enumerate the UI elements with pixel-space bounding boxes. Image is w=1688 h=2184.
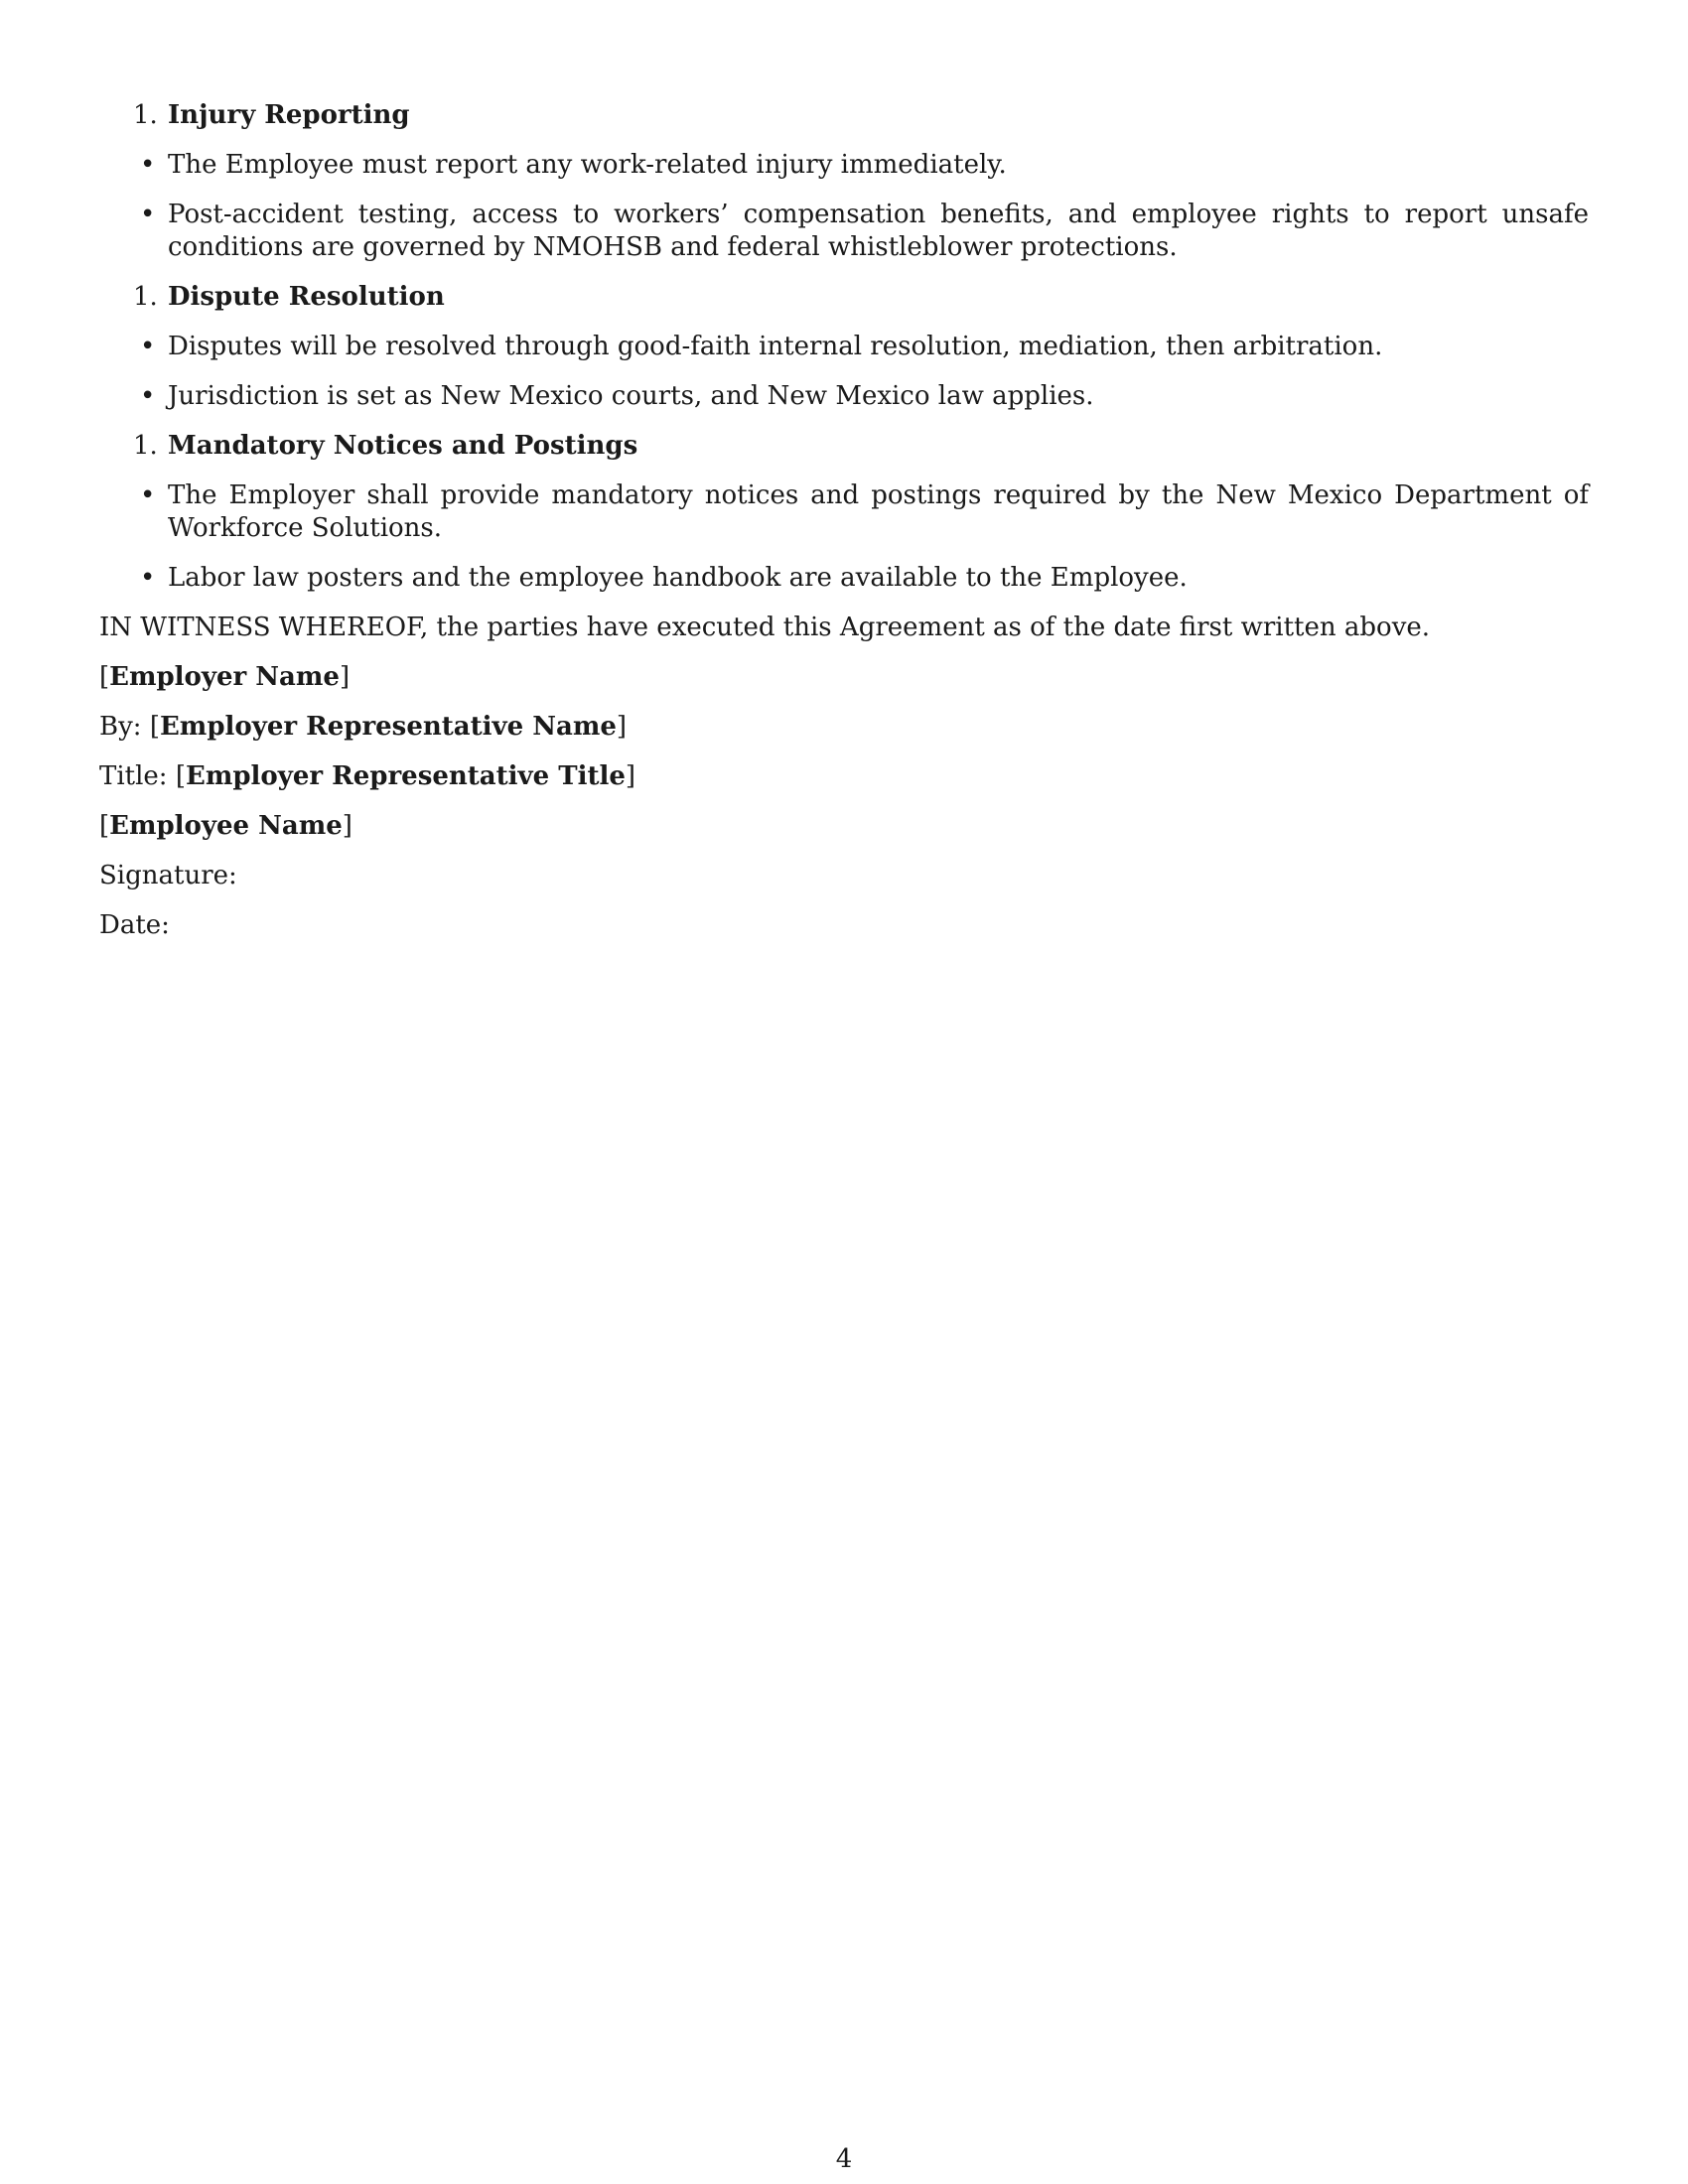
bracket-close: ] — [342, 811, 352, 841]
by-label: By: — [99, 712, 150, 742]
bracket-open: [ — [99, 811, 110, 841]
list-item-text: Disputes will be resolved through good-faith internal resolution, mediation, then arbitration. — [168, 332, 1383, 361]
section-number: 1. — [133, 282, 158, 312]
bullet-icon: • — [140, 332, 156, 361]
section-heading — [99, 281, 1589, 314]
document-page — [99, 99, 1589, 959]
bracket-open: [ — [99, 662, 110, 692]
list-item — [99, 562, 1589, 595]
employer-name: Employer Name — [109, 662, 340, 692]
section-heading — [99, 430, 1589, 463]
list-item-text: The Employer shall provide mandatory notices and postings required by the New Mexico Department of Workforce Solutions. — [168, 480, 1589, 543]
bullet-icon: • — [140, 150, 156, 180]
section-number: 1. — [133, 431, 158, 461]
bracket-close: ] — [339, 662, 351, 692]
title-label: Title: — [99, 761, 176, 791]
page-number: 4 — [835, 2144, 853, 2174]
section-dispute-resolution — [99, 281, 1589, 413]
bracket-open: [ — [149, 712, 160, 742]
bullet-icon: • — [140, 200, 156, 229]
list-item — [99, 199, 1589, 264]
list-item-text: Labor law posters and the employee handbook are available to the Employee. — [168, 563, 1188, 593]
list-item-text: The Employee must report any work-related injury immediately. — [168, 150, 1007, 180]
employer-representative-name: Employer Representative Name — [159, 712, 617, 742]
employer-name-line — [99, 661, 1589, 694]
list-item — [99, 331, 1589, 363]
witness-clause: IN WITNESS WHEREOF, the parties have executed this Agreement as of the date first written above. — [99, 613, 1431, 642]
section-mandatory-notices — [99, 430, 1589, 595]
bracket-open: [ — [175, 761, 186, 791]
list-item — [99, 149, 1589, 182]
list-item — [99, 380, 1589, 413]
section-title: Injury Reporting — [168, 100, 410, 130]
bracket-close: ] — [625, 761, 636, 791]
employee-name: Employee Name — [109, 811, 343, 841]
employee-name-line — [99, 810, 1589, 843]
section-number: 1. — [133, 100, 158, 130]
bullet-icon: • — [140, 563, 156, 593]
list-item-text: Jurisdiction is set as New Mexico courts, and New Mexico law applies. — [168, 381, 1094, 411]
bullet-icon: • — [140, 381, 156, 411]
section-title: Mandatory Notices and Postings — [168, 431, 638, 461]
section-injury-reporting — [99, 99, 1589, 264]
section-heading — [99, 99, 1589, 132]
section-title: Dispute Resolution — [168, 282, 445, 312]
employer-by-line — [99, 711, 1589, 744]
list-item — [99, 479, 1589, 545]
bracket-close: ] — [616, 712, 628, 742]
bullet-icon: • — [140, 480, 156, 510]
employer-title-line — [99, 760, 1589, 793]
date-label: Date: — [99, 910, 170, 940]
list-item-text: Post-accident testing, access to workers’ compensation benefits, and employee rights to report unsafe conditions are governed by NMOHSB and federal whistleblower protections. — [168, 200, 1589, 262]
employer-representative-title: Employer Representative Title — [186, 761, 626, 791]
signature-label: Signature: — [99, 861, 237, 890]
